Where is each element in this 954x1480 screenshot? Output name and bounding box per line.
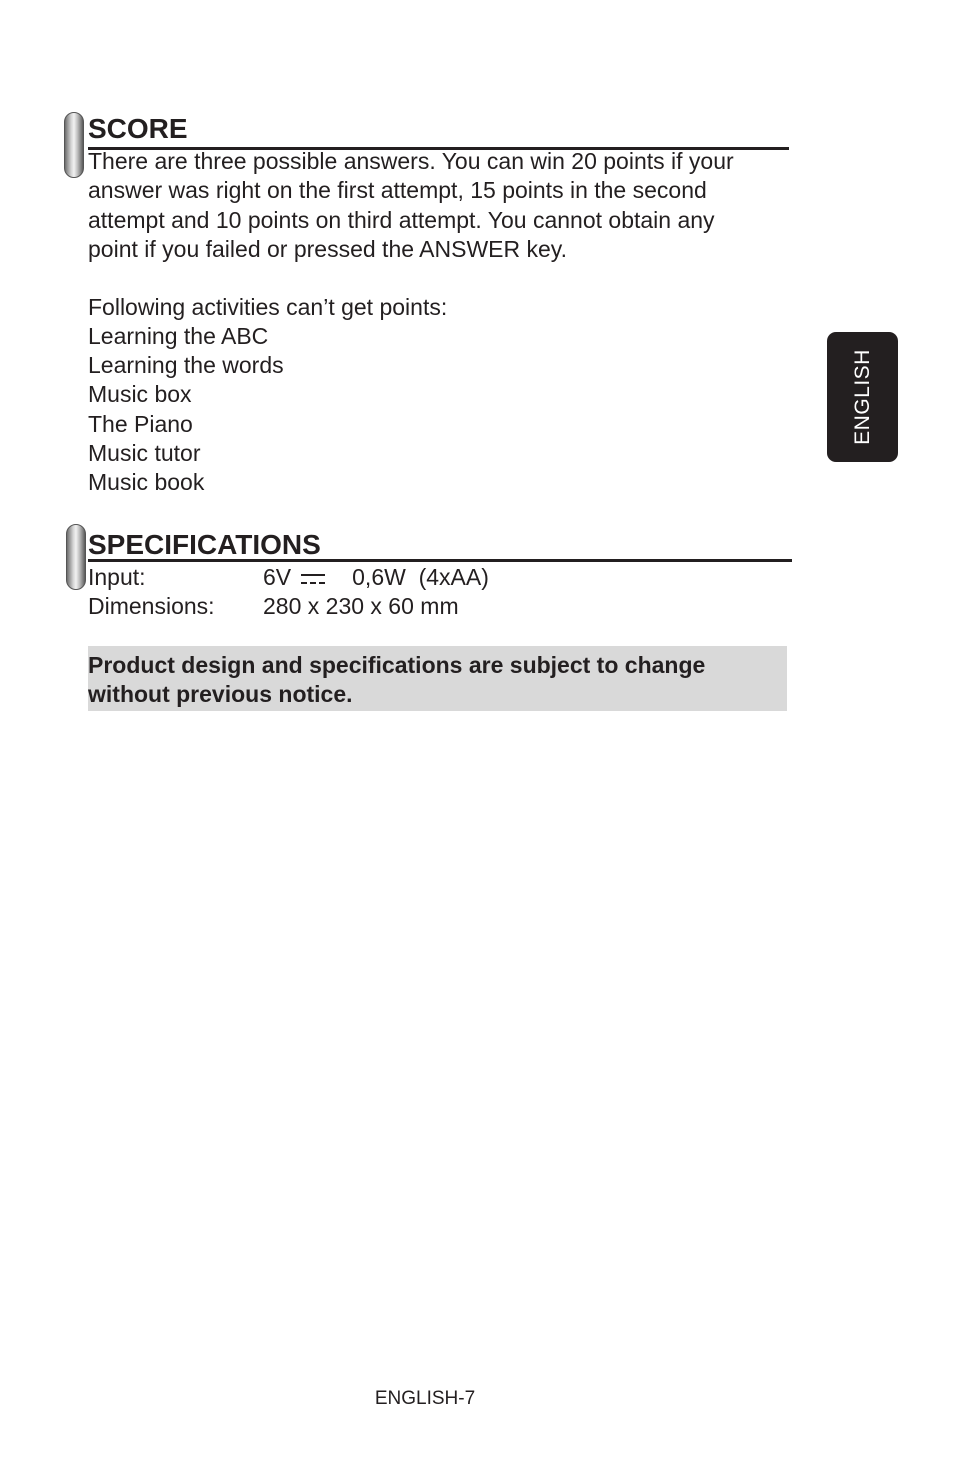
spec-row-dimensions [88, 592, 688, 621]
spec-input-voltage: 6V [263, 564, 292, 590]
spec-dimensions-value: 280 x 230 x 60 mm [263, 593, 459, 619]
score-heading: SCORE [88, 113, 789, 150]
list-item: Learning the ABC [88, 323, 269, 349]
spec-input-label: Input: [88, 564, 146, 590]
specifications-notice: Product design and specifications are subject to change without previous notice. [88, 646, 787, 711]
no-points-activity-list [88, 322, 284, 497]
spec-row-input [88, 563, 688, 592]
list-item: Music tutor [88, 439, 201, 466]
score-paragraph: There are three possible answers. You can win 20 points if your answer was right on the first attempt, 15 points in the second attempt and 10 points on third attempt. You cannot obtain any point if you failed or pressed the ANSWER key. [88, 148, 734, 262]
language-tab [827, 332, 898, 462]
list-item: The Piano [88, 410, 193, 437]
specifications-heading-marker [66, 524, 86, 590]
spec-input-power: 0,6W (4xAA) [352, 564, 489, 590]
spec-input-value [263, 563, 489, 592]
page-number: ENGLISH-7 [374, 1388, 476, 1409]
dc-current-icon [301, 572, 325, 586]
score-heading-marker [64, 112, 84, 178]
list-item: Music box [88, 381, 192, 408]
specifications-heading: SPECIFICATIONS [88, 529, 792, 562]
language-tab-label: ENGLISH [850, 349, 874, 445]
list-item: Learning the words [88, 352, 284, 379]
spec-dimensions-label: Dimensions: [88, 593, 215, 619]
list-item: Music book [88, 469, 205, 496]
score-activities-intro: Following activities can’t get points: [88, 294, 448, 320]
